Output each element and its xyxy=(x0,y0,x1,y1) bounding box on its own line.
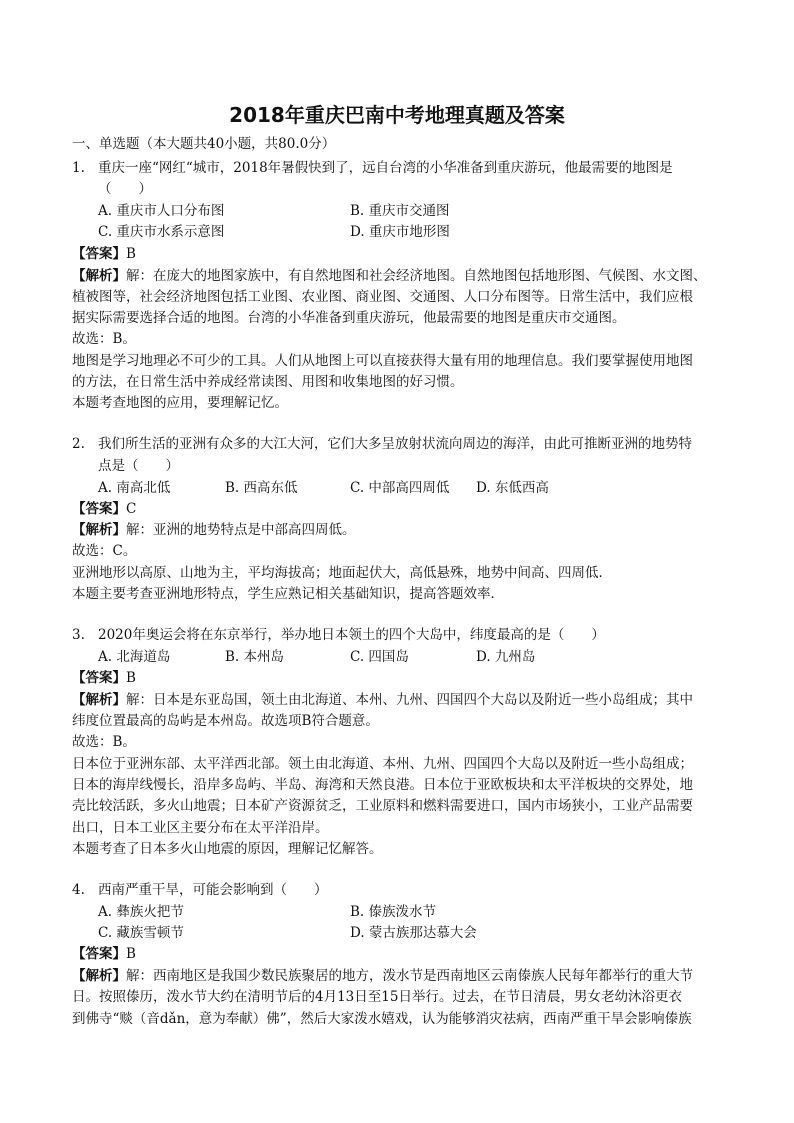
question-1-analysis-line: 故选：B。 xyxy=(72,331,136,347)
analysis-tag: 【解析】 xyxy=(72,268,126,284)
question-1-analysis-line: 本题考查地图的应用，要理解记忆。 xyxy=(72,395,288,411)
question-4-analysis-line: 到佛寺“赕（音dǎn，意为奉献）佛”，然后大家泼水嬉戏，认为能够消灾祛病，西南严重干旱会影响傣族 xyxy=(72,1011,692,1027)
question-3-answer xyxy=(72,668,136,688)
question-1-analysis-line: 植被图等，社会经济地图包括工业图、农业图、商业图、交通图、人口分布图等。日常生活中，我们应根 xyxy=(72,289,693,305)
question-4-analysis-line xyxy=(72,966,693,986)
question-1-answer xyxy=(72,244,136,264)
section-heading: 一、单选题（本大题共40小题，共80.0分） xyxy=(72,136,336,152)
question-1-stem-cont: （ ） xyxy=(98,181,152,197)
question-3-stem: 2020年奥运会将在东京举行，举办地日本领土的四个大岛中，纬度最高的是（ ） xyxy=(98,627,605,643)
question-3-analysis-line: 纬度位置最高的岛屿是本州岛。故选项B符合题意。 xyxy=(72,713,379,729)
analysis-tag: 【解析】 xyxy=(72,692,126,708)
question-3-option-c: C. 四国岛 xyxy=(350,649,409,665)
question-2-stem-cont: 点是（ ） xyxy=(98,458,179,474)
question-3-option-b: B. 本州岛 xyxy=(225,649,285,665)
question-3-option-a: A. 北海道岛 xyxy=(98,649,171,665)
question-2-number: 2. xyxy=(72,436,85,452)
question-4-stem: 西南严重干旱，可能会影响到（ ） xyxy=(98,882,328,898)
question-1-number: 1. xyxy=(72,160,85,176)
question-3-analysis-line: 日本的海岸线慢长，沿岸多岛屿、半岛、海湾和天然良港。日本位于亚欧板块和太平洋板块的交界处，地 xyxy=(72,777,693,793)
question-1-analysis-line: 的方法，在日常生活中养成经常读图、用图和收集地图的好习惯。 xyxy=(72,374,464,390)
question-3-option-d: D. 九州岛 xyxy=(476,649,536,665)
question-1-analysis-line: 地图是学习地理必不可少的工具。人们从地图上可以直接获得大量有用的地理信息。我们要掌握使用地图 xyxy=(72,353,693,369)
answer-value: B xyxy=(126,246,136,262)
question-2-analysis-line: 亚洲地形以高原、山地为主，平均海拔高；地面起伏大，高低悬殊，地势中间高、四周低． xyxy=(72,565,612,581)
question-3-analysis-line: 出口，日本工业区主要分布在太平洋沿岸。 xyxy=(72,820,329,836)
question-4-answer xyxy=(72,944,136,964)
question-1-option-a: A. 重庆市人口分布图 xyxy=(98,203,225,219)
analysis-text: 解：亚洲的地势特点是中部高四周低。 xyxy=(126,522,356,538)
question-4-option-b: B. 傣族泼水节 xyxy=(350,904,437,920)
analysis-tag: 【解析】 xyxy=(72,968,126,984)
analysis-text: 解：日本是东亚岛国，领土由北海道、本州、九州、四国四个大岛以及附近一些小岛组成；其中 xyxy=(126,692,693,708)
question-2-option-a: A. 南高北低 xyxy=(98,480,171,496)
question-1-stem: 重庆一座“网红“城市，2018年暑假快到了，远自台湾的小华准备到重庆游玩，他最需要的地图是 xyxy=(98,160,673,176)
answer-tag: 【答案】 xyxy=(72,501,126,517)
answer-tag: 【答案】 xyxy=(72,670,126,686)
question-3-analysis-line: 故选：B。 xyxy=(72,734,136,750)
question-3-analysis-line: 日本位于亚洲东部、太平洋西北部。领土由北海道、本州、九州、四国四个大岛以及附近一些小岛组成； xyxy=(72,756,693,772)
answer-tag: 【答案】 xyxy=(72,946,126,962)
question-2-analysis-line: 故选：C。 xyxy=(72,543,137,559)
question-2-analysis-line xyxy=(72,520,356,540)
question-3-analysis-line xyxy=(72,690,693,710)
question-3-number: 3. xyxy=(72,627,85,643)
answer-tag: 【答案】 xyxy=(72,246,126,262)
answer-value: B xyxy=(126,670,136,686)
question-1-analysis-line: 据实际需要选择合适的地图。台湾的小华准备到重庆游玩，他最需要的地图是重庆市交通图。 xyxy=(72,310,626,326)
question-1-option-d: D. 重庆市地形图 xyxy=(350,224,450,240)
answer-value: B xyxy=(126,946,136,962)
question-4-option-a: A. 彝族火把节 xyxy=(98,904,184,920)
analysis-text: 解：在庞大的地图家族中，有自然地图和社会经济地图。自然地图包括地形图、气候图、水文图、 xyxy=(126,268,707,284)
question-2-option-c: C. 中部高四周低 xyxy=(350,480,450,496)
question-2-option-d: D. 东低西高 xyxy=(476,480,549,496)
analysis-tag: 【解析】 xyxy=(72,522,126,538)
question-2-stem: 我们所生活的亚洲有众多的大江大河，它们大多呈放射状流向周边的海洋，由此可推断亚洲的地势特 xyxy=(98,436,692,452)
question-1-analysis-line xyxy=(72,266,707,286)
question-2-answer xyxy=(72,499,136,519)
answer-value: C xyxy=(126,501,137,517)
question-4-option-d: D. 蒙古族那达慕大会 xyxy=(350,925,477,941)
analysis-text: 解：西南地区是我国少数民族聚居的地方，泼水节是西南地区云南傣族人民每年都举行的重大节 xyxy=(126,968,693,984)
question-4-option-c: C. 藏族雪顿节 xyxy=(98,925,184,941)
question-1-option-c: C. 重庆市水系示意图 xyxy=(98,224,225,240)
question-3-analysis-line: 壳比较活跃，多火山地震；日本矿产资源贫乏，工业原料和燃料需要进口，国内市场狭小，工业产品需要 xyxy=(72,798,693,814)
question-2-option-b: B. 西高东低 xyxy=(225,480,298,496)
question-4-analysis-line: 日。按照傣历，泼水节大约在清明节后的4月13日至15日举行。过去，在节日清晨，男女老幼沐浴更衣 xyxy=(72,989,682,1005)
page-title: 2018年重庆巴南中考地理真题及答案 xyxy=(229,103,565,127)
question-3-analysis-line: 本题考查了日本多火山地震的原因，理解记忆解答。 xyxy=(72,841,383,857)
question-2-analysis-line: 本题主要考查亚洲地形特点，学生应熟记相关基础知识，提高答题效率． xyxy=(72,586,504,602)
question-1-option-b: B. 重庆市交通图 xyxy=(350,203,450,219)
question-4-number: 4. xyxy=(72,882,85,898)
